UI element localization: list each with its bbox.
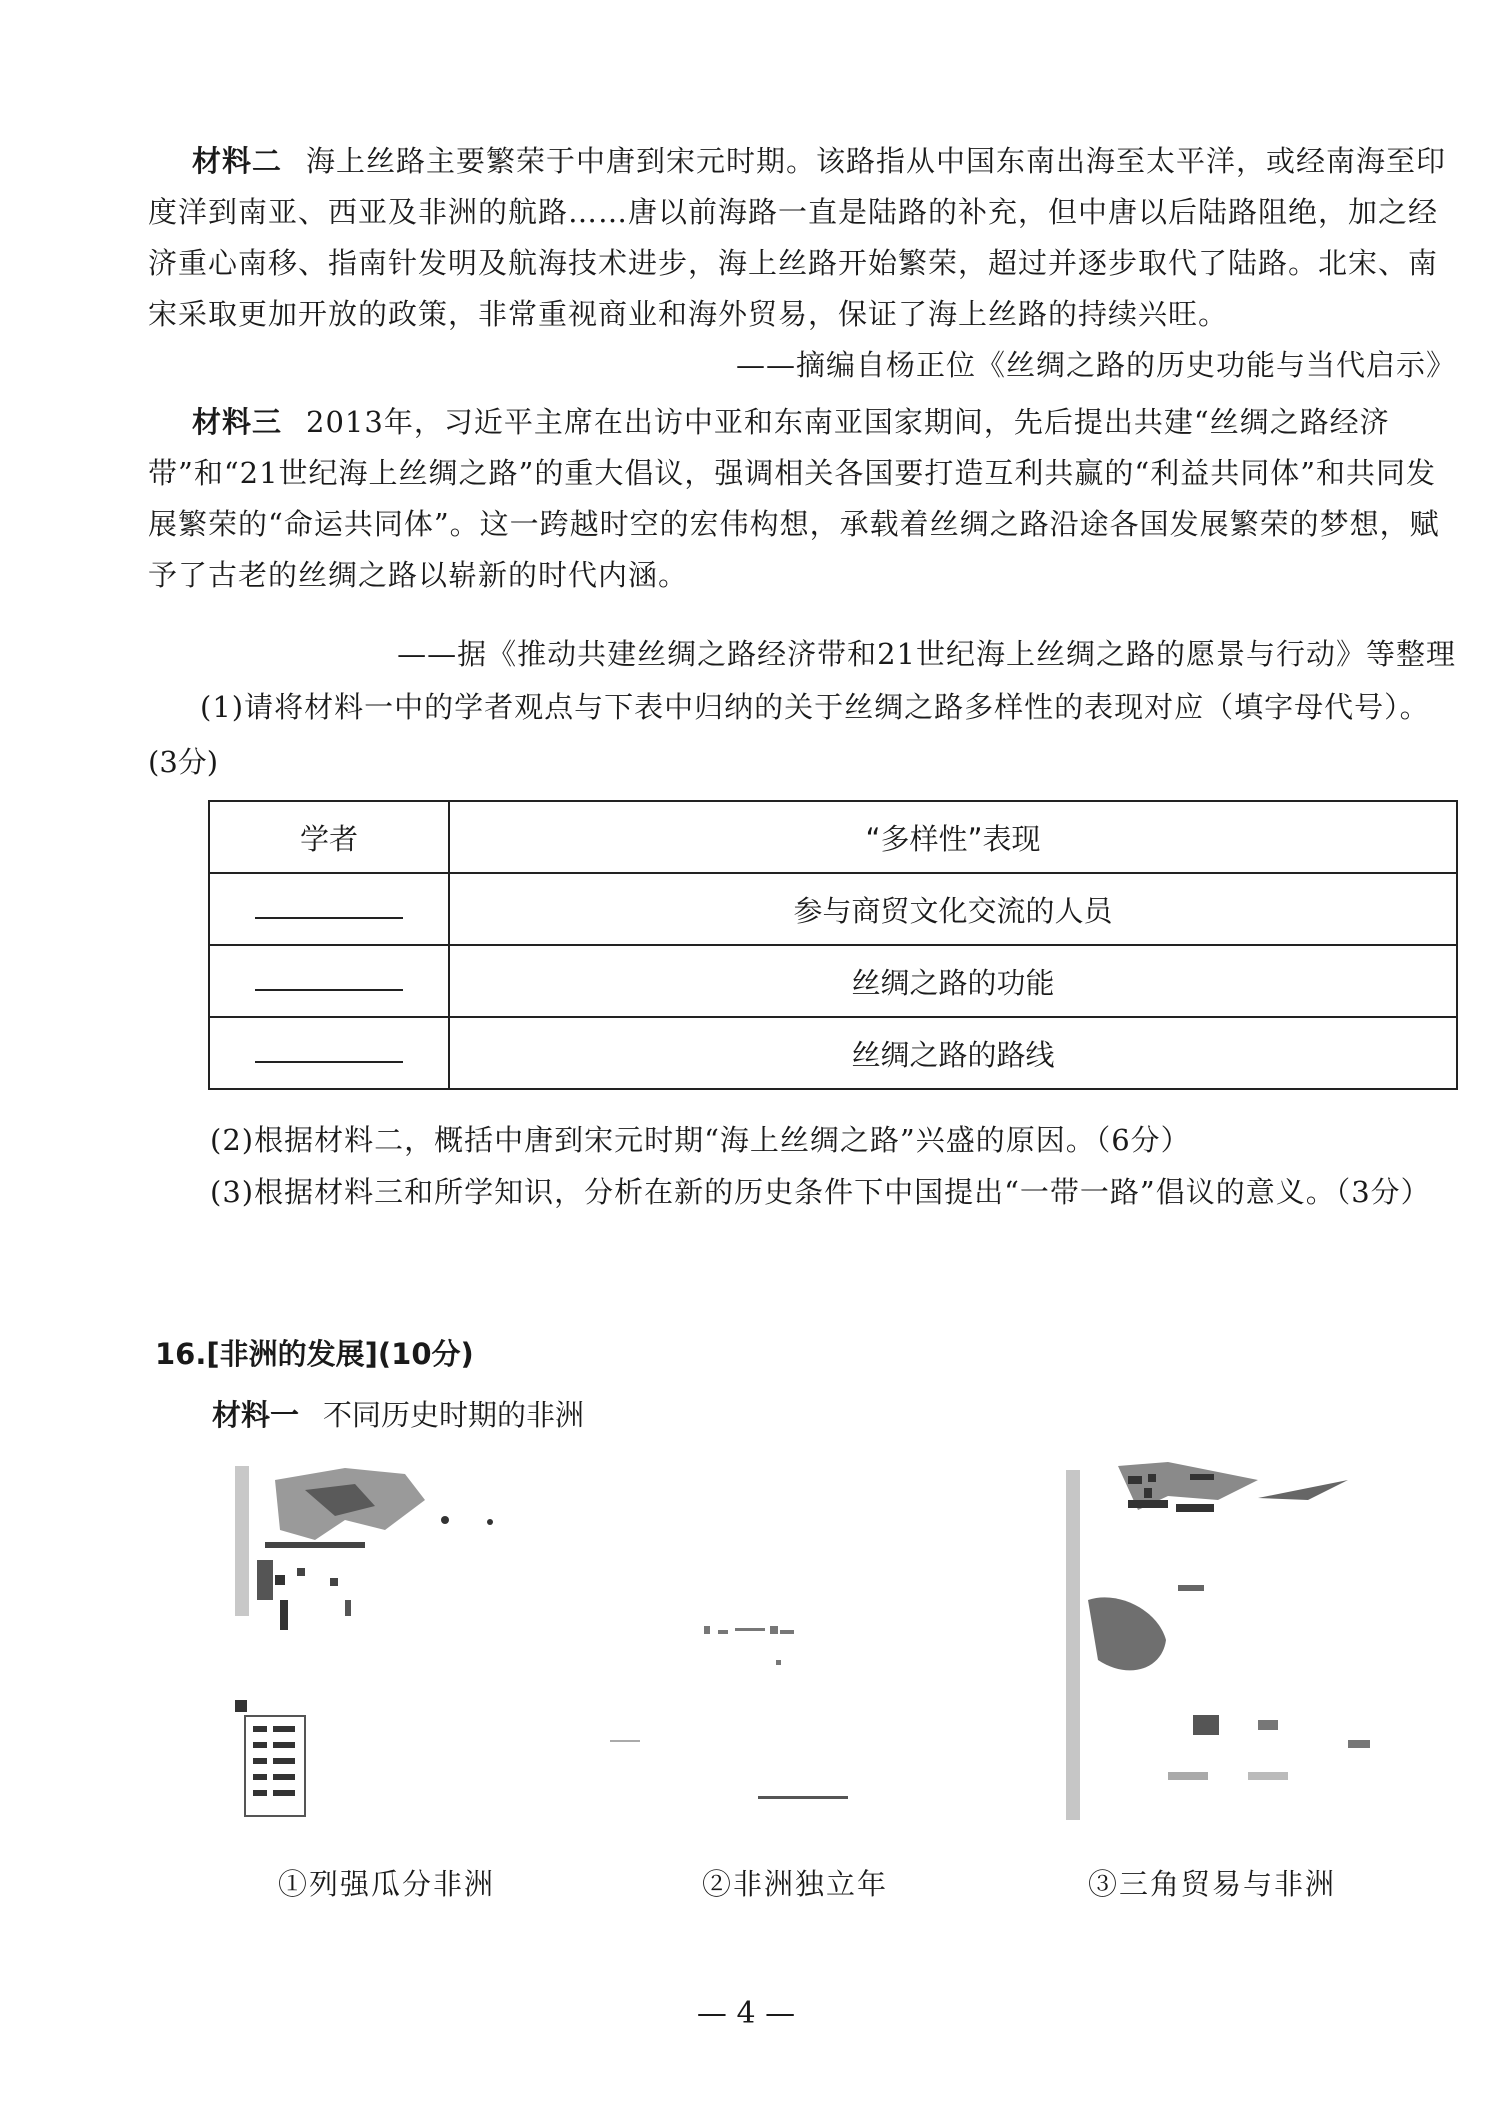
material-three-source: ——据《推动共建丝绸之路经济带和21世纪海上丝绸之路的愿景与行动》等整理 (397, 637, 1456, 671)
table-row (209, 1017, 1457, 1089)
table-row (209, 945, 1457, 1017)
question-1-score: (3分) (148, 745, 219, 779)
material-three-label: 材料三 (192, 405, 283, 439)
material-two-text: 海上丝路主要繁荣于中唐到宋元时期。该路指从中国东南出海至太平洋，或经南海至印度洋到南亚、西亚及非洲的航路……唐以前海路一直是陆路的补充，但中唐以后陆路阻绝，加之经济重心南移、指南针发明及航海技术进步，海上丝路开始繁荣，超过并逐步取代了陆路。北宋、南宋采取更加开放的政策，非常重视商业和海外贸易，保证了海上丝路的持续兴旺。 (148, 144, 1447, 331)
caption-triangle-trade: ③三角贸易与非洲 (1088, 1867, 1337, 1901)
caption-partition: ①列强瓜分非洲 (278, 1867, 496, 1901)
map-partition-of-africa (235, 1460, 535, 1840)
question-1: (1)请将材料一中的学者观点与下表中归纳的关于丝绸之路多样性的表现对应（填字母代号）。 (200, 690, 1430, 724)
page-number: — 4 — (696, 1996, 796, 2031)
question-3: (3)根据材料三和所学知识，分析在新的历史条件下中国提出“一带一路”倡议的意义。（3分） (210, 1175, 1431, 1209)
caption-independence: ②非洲独立年 (702, 1867, 889, 1901)
table-header-scholar: 学者 (209, 801, 449, 873)
material-two-source: ——摘编自杨正位《丝绸之路的历史功能与当代启示》 (735, 348, 1456, 382)
table-header-row (209, 801, 1457, 873)
material-one-heading (212, 1393, 584, 1434)
material-two-label: 材料二 (192, 144, 283, 178)
table-header-diversity: “多样性”表现 (449, 801, 1457, 873)
table-cell: 丝绸之路的功能 (449, 945, 1457, 1017)
material-two (148, 136, 1458, 340)
answer-blank[interactable] (255, 899, 403, 919)
table-cell: 丝绸之路的路线 (449, 1017, 1457, 1089)
answer-blank[interactable] (255, 971, 403, 991)
answer-blank[interactable] (255, 1043, 403, 1063)
table-cell: 参与商贸文化交流的人员 (449, 873, 1457, 945)
question-2: (2)根据材料二，概括中唐到宋元时期“海上丝绸之路”兴盛的原因。（6分） (210, 1123, 1191, 1157)
material-three-text: 2013年，习近平主席在出访中亚和东南亚国家期间，先后提出共建“丝绸之路经济带”和“21世纪海上丝绸之路”的重大倡议，强调相关各国要打造互利共赢的“利益共同体”和共同发展繁荣的“命运共同体”。这一跨越时空的宏伟构想，承载着丝绸之路沿途各国发展繁荣的梦想，赋予了古老的丝绸之路以崭新的时代内涵。 (148, 405, 1440, 592)
material-one-label: 材料一 (212, 1398, 300, 1432)
map-african-independence (610, 1600, 880, 1850)
material-three (148, 397, 1458, 601)
material-one-text: 不同历史时期的非洲 (323, 1398, 585, 1432)
question-16-title: 16.[非洲的发展](10分) (155, 1337, 474, 1371)
map-triangle-trade (1058, 1460, 1388, 1840)
table-row (209, 873, 1457, 945)
scholar-diversity-table (208, 800, 1458, 1090)
